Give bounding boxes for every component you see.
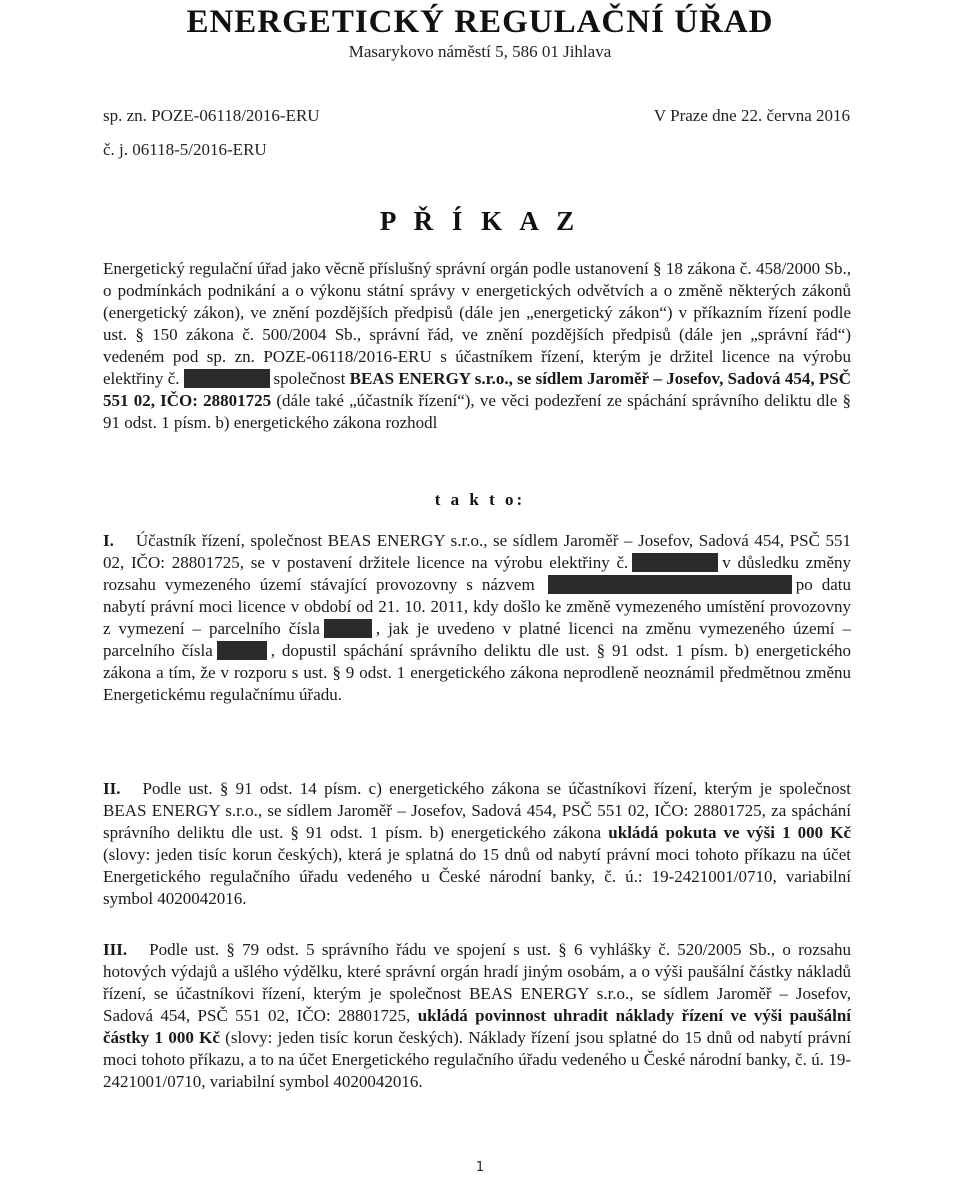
intro-text-3: (dále také „účastník řízení“), ve věci podezření ze spáchání správního deliktu dle § 91 odst. 1 písm. b) energetického zákona rozhodl <box>103 391 851 432</box>
section-3-numeral: III. <box>103 940 128 959</box>
section-2-bold: ukládá pokuta ve výši 1 000 Kč <box>608 823 852 842</box>
intro-party-bold: BEAS ENERGY s.r.o., se sídlem Jaroměř – Josefov, Sadová 454, PSČ 551 02, IČO: 28801725 <box>103 369 852 410</box>
redacted-licence-number-2 <box>632 553 718 572</box>
section-1-text-5: , dopustil spáchání správního deliktu dle ust. § 91 odst. 1 písm. b) energetického zákona a tím, že v rozporu s ust. § 9 odst. 1 energetického zákona neprodleně neoznámil předmětnou změnu Energetickému regulačnímu úřadu. <box>103 641 851 704</box>
section-3-paragraph <box>103 939 851 1093</box>
document-heading: P Ř Í K A Z <box>379 206 581 236</box>
section-2-numeral: II. <box>103 779 121 798</box>
section-3-text-1: Podle ust. § 79 odst. 5 správního řádu ve spojení s ust. § 6 vyhlášky č. 520/2005 Sb., o rozsahu hotových výdajů a ušlého výdělku, které správní orgán hradí jiným osobám, a o výši paušální částky nákladů řízení, se účastníkovi řízení, kterým je společnost BEAS ENERGY s.r.o., se sídlem Jaroměř – Josefov, Sadová 454, PSČ 551 02, IČO: 28801725, <box>103 940 851 1025</box>
section-3-bold: ukládá povinnost uhradit náklady řízení ve výši paušální částky 1 000 Kč <box>103 1006 852 1047</box>
redacted-licence-number <box>184 369 270 388</box>
authority-address: Masarykovo náměstí 5, 586 01 Jihlava <box>348 42 612 61</box>
page-number: 1 <box>475 1160 485 1175</box>
redacted-facility-name <box>548 575 792 594</box>
redacted-parcel-number-1 <box>324 619 372 638</box>
authority-name: ENERGETICKÝ REGULAČNÍ ÚŘAD <box>186 4 774 40</box>
section-2-paragraph <box>103 778 851 910</box>
takto-heading: t a k t o: <box>434 490 526 509</box>
intro-text-1: Energetický regulační úřad jako věcně příslušný správní orgán podle ustanovení § 18 zákona č. 458/2000 Sb., o podmínkách podnikání a o výkonu státní správy v energetických odvětvích a o změně některých zákonů (energetický zákon), ve znění pozdějších předpisů (dále jen „energetický zákon“) v příkazním řízení podle ust. § 150 zákona č. 500/2004 Sb., správní řád, ve znění pozdějších předpisů (dále jen „správní řád“) vedeném pod sp. zn. POZE-06118/2016-ERU s účastníkem řízení, kterým je držitel licence na výrobu elektřiny č. <box>103 259 851 388</box>
intro-paragraph <box>103 258 851 434</box>
section-1-numeral: I. <box>103 531 114 550</box>
section-1-text-1: Účastník řízení, společnost BEAS ENERGY s.r.o., se sídlem Jaroměř – Josefov, Sadová 454, PSČ 551 02, IČO: 28801725, se v postavení držitele licence na výrobu elektřiny č. <box>103 531 851 572</box>
redacted-parcel-number-2 <box>217 641 267 660</box>
file-mark: sp. zn. POZE-06118/2016-ERU <box>103 106 320 125</box>
section-3-text-2: (slovy: jeden tisíc korun českých). Náklady řízení jsou splatné do 15 dnů od nabytí právní moci tohoto příkazu, a to na účet Energetického regulačního úřadu vedeného u České národní banky, č. ú. 19-2421001/0710, variabilní symbol 4020042016. <box>103 1028 851 1091</box>
section-1-text-3: po datu nabytí právní moci licence v období od 21. 10. 2011, kdy došlo ke změně vymezeného umístění provozovny z vymezení – parcelního čísla <box>103 575 851 638</box>
section-2-text-2: (slovy: jeden tisíc korun českých), která je splatná do 15 dnů od nabytí právní moci tohoto příkazu na účet Energetického regulačního úřadu vedeného u České národní banky, č. ú.: 19-2421001/0710, variabilní symbol 4020042016. <box>103 845 851 908</box>
section-1-paragraph <box>103 530 851 706</box>
section-1-text-4: , jak je uvedeno v platné licenci na změnu vymezeného území – parcelního čísla <box>103 619 851 660</box>
place-date: V Praze dne 22. června 2016 <box>653 106 850 125</box>
intro-text-2: společnost <box>273 369 346 388</box>
reference-number: č. j. 06118-5/2016-ERU <box>103 140 267 159</box>
section-1-text-2: v důsledku změny rozsahu vymezeného území stávající provozovny s názvem <box>103 553 851 594</box>
section-2-text-1: Podle ust. § 91 odst. 14 písm. c) energetického zákona se účastníkovi řízení, kterým je společnost BEAS ENERGY s.r.o., se sídlem Jaroměř – Josefov, Sadová 454, PSČ 551 02, IČO: 28801725, za spáchání správního deliktu dle ust. § 91 odst. 1 písm. b) energetického zákona <box>103 779 851 842</box>
